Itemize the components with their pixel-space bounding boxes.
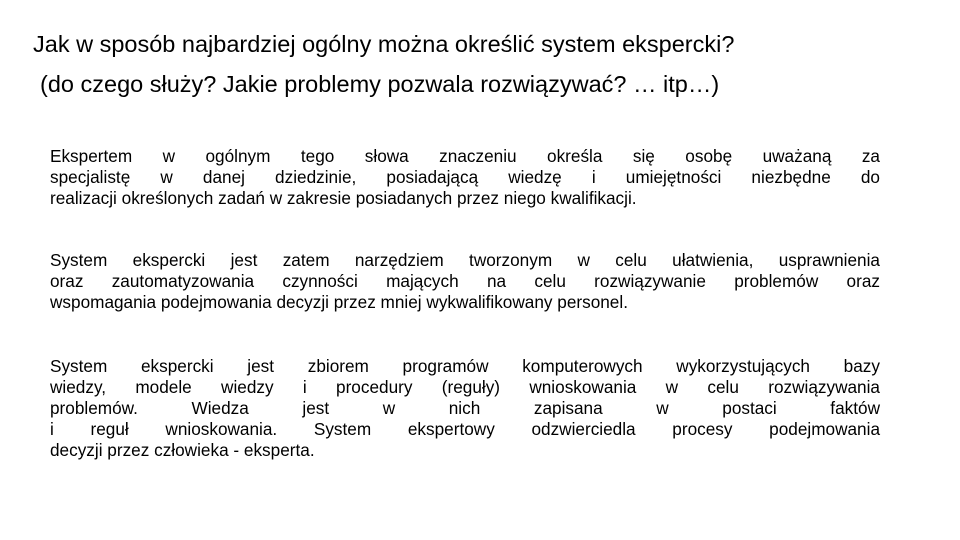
title-line-1: Jak w sposób najbardziej ogólny można określić system ekspercki? xyxy=(33,31,735,57)
text-line: realizacji określonych zadań w zakresie posiadanych przez niego kwalifikacji. xyxy=(50,188,637,208)
text-line: Ekspertem w ogólnym tego słowa znaczeniu określa się osobę uważaną za xyxy=(50,146,880,166)
slide-title xyxy=(33,24,734,104)
text-line: specjalistę w danej dziedzinie, posiadającą wiedzę i umiejętności niezbędne do xyxy=(50,167,880,187)
title-line-2: (do czego służy? Jakie problemy pozwala rozwiązywać? … itp…) xyxy=(40,71,720,97)
paragraph-expert-definition xyxy=(50,146,880,209)
text-line: System ekspercki jest zatem narzędziem tworzonym w celu ułatwienia, usprawnienia xyxy=(50,250,880,270)
text-line: problemów. Wiedza jest w nich zapisana w postaci faktów xyxy=(50,398,880,418)
text-line: System ekspercki jest zbiorem programów komputerowych wykorzystujących bazy xyxy=(50,356,880,376)
text-line: i reguł wnioskowania. System ekspertowy odzwierciedla procesy podejmowania xyxy=(50,419,880,439)
paragraph-system-purpose xyxy=(50,250,880,313)
text-line: wspomagania podejmowania decyzji przez mniej wykwalifikowany personel. xyxy=(50,292,628,312)
text-line: decyzji przez człowieka - eksperta. xyxy=(50,440,315,460)
paragraph-system-definition xyxy=(50,356,880,461)
text-line: oraz zautomatyzowania czynności mających na celu rozwiązywanie problemów oraz xyxy=(50,271,880,291)
text-line: wiedzy, modele wiedzy i procedury (reguły) wnioskowania w celu rozwiązywania xyxy=(50,377,880,397)
